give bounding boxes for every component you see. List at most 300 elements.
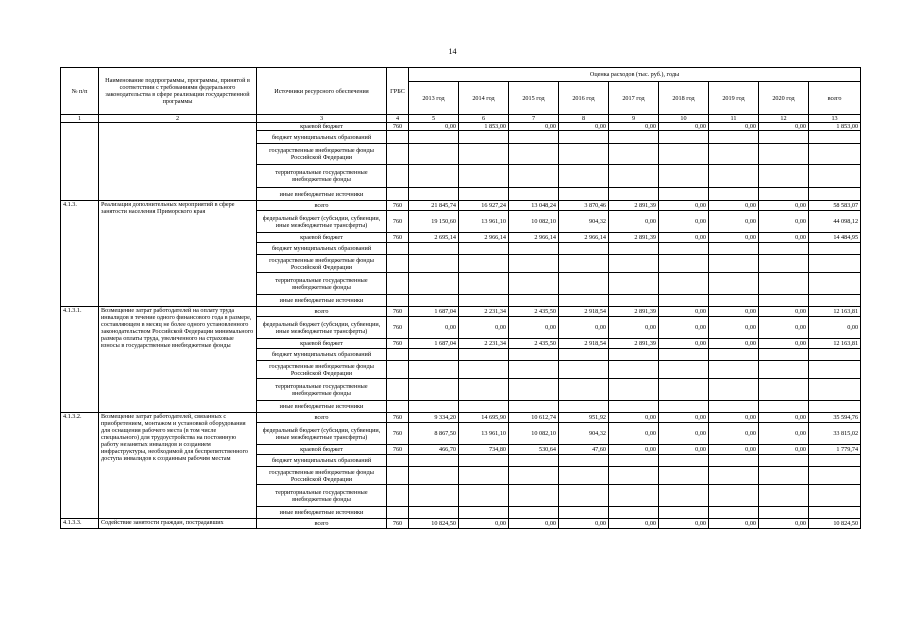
value-cell: [809, 188, 861, 201]
value-cell: [659, 361, 709, 379]
column-number: 6: [459, 115, 509, 123]
source-cell: иные внебюджетные источники: [257, 295, 387, 307]
value-cell: 10 082,10: [509, 423, 559, 445]
section-number: 4.1.3.2.: [61, 413, 99, 519]
value-cell: 0,00: [659, 423, 709, 445]
value-cell: [459, 255, 509, 273]
value-cell: 0,00: [759, 307, 809, 317]
value-cell: [659, 144, 709, 165]
value-cell: 0,00: [609, 317, 659, 339]
value-cell: [809, 144, 861, 165]
source-cell: бюджет муниципальных образований: [257, 243, 387, 255]
column-number-row: [61, 115, 861, 123]
source-cell: федеральный бюджет (субсидии, субвенции, иные межбюджетные трансферты): [257, 211, 387, 233]
value-cell: 10 824,50: [409, 519, 459, 529]
value-cell: [659, 401, 709, 413]
page-number: 14: [448, 47, 457, 56]
column-number: 7: [509, 115, 559, 123]
value-cell: [659, 273, 709, 295]
value-cell: 734,80: [459, 445, 509, 455]
grbs-cell: [387, 455, 409, 467]
value-cell: [759, 455, 809, 467]
header-source: Источники ресурсного обеспечения: [257, 68, 387, 115]
value-cell: 47,60: [559, 445, 609, 455]
source-cell: бюджет муниципальных образований: [257, 349, 387, 361]
value-cell: 0,00: [409, 317, 459, 339]
section-name: Возмещение затрат работодателей на оплату труда инвалидов в течение одного финансового года в размере, составляющем в месяц не более одного установленного законодательством Российской Федерации минимального размера оплаты труда, увеличенного на страховые взносы в государственные внебюджетные фонды: [99, 307, 257, 413]
value-cell: 1 853,00: [809, 123, 861, 131]
value-cell: 2 891,39: [609, 307, 659, 317]
value-cell: [759, 349, 809, 361]
value-cell: [709, 485, 759, 507]
value-cell: 0,00: [609, 445, 659, 455]
value-cell: [809, 349, 861, 361]
column-number: 8: [559, 115, 609, 123]
value-cell: [759, 131, 809, 144]
value-cell: [409, 361, 459, 379]
value-cell: 0,00: [759, 519, 809, 529]
source-cell: иные внебюджетные источники: [257, 188, 387, 201]
value-cell: 2 966,14: [459, 233, 509, 243]
value-cell: [709, 243, 759, 255]
value-cell: 0,00: [759, 339, 809, 349]
value-cell: [409, 485, 459, 507]
source-cell: бюджет муниципальных образований: [257, 455, 387, 467]
value-cell: [709, 255, 759, 273]
value-cell: 0,00: [709, 201, 759, 211]
source-cell: всего: [257, 307, 387, 317]
value-cell: [459, 361, 509, 379]
header-estimate: Оценка расходов (тыс. руб.), годы: [409, 68, 861, 82]
source-cell: государственные внебюджетные фонды Российской Федерации: [257, 144, 387, 165]
value-cell: [759, 165, 809, 188]
value-cell: 2 966,14: [559, 233, 609, 243]
value-cell: [609, 243, 659, 255]
value-cell: 0,00: [659, 317, 709, 339]
grbs-cell: 760: [387, 201, 409, 211]
value-cell: 9 334,20: [409, 413, 459, 423]
value-cell: [759, 361, 809, 379]
value-cell: 0,00: [609, 423, 659, 445]
value-cell: [409, 255, 459, 273]
column-number: 12: [759, 115, 809, 123]
value-cell: 2 891,39: [609, 339, 659, 349]
value-cell: 1 687,04: [409, 339, 459, 349]
value-cell: [459, 295, 509, 307]
grbs-cell: [387, 255, 409, 273]
value-cell: 0,00: [709, 307, 759, 317]
value-cell: 0,00: [709, 413, 759, 423]
grbs-cell: [387, 188, 409, 201]
value-cell: [459, 485, 509, 507]
value-cell: [609, 485, 659, 507]
grbs-cell: [387, 361, 409, 379]
value-cell: [609, 455, 659, 467]
source-cell: краевой бюджет: [257, 339, 387, 349]
value-cell: [559, 273, 609, 295]
value-cell: 0,00: [609, 413, 659, 423]
grbs-cell: [387, 144, 409, 165]
value-cell: [759, 188, 809, 201]
section-name: Реализация дополнительных мероприятий в сфере занятости населения Приморского края: [99, 201, 257, 307]
name-cell: [99, 123, 257, 201]
value-cell: [559, 455, 609, 467]
value-cell: [509, 485, 559, 507]
source-cell: федеральный бюджет (субсидии, субвенции, иные межбюджетные трансферты): [257, 317, 387, 339]
value-cell: 0,00: [559, 317, 609, 339]
value-cell: 44 098,12: [809, 211, 861, 233]
year-header: 2016 год: [559, 82, 609, 115]
value-cell: [509, 379, 559, 401]
grbs-cell: [387, 165, 409, 188]
grbs-cell: [387, 485, 409, 507]
value-cell: [759, 379, 809, 401]
value-cell: 1 687,04: [409, 307, 459, 317]
value-cell: 33 815,02: [809, 423, 861, 445]
value-cell: 904,32: [559, 211, 609, 233]
grbs-cell: 760: [387, 445, 409, 455]
year-header: 2014 год: [459, 82, 509, 115]
value-cell: [709, 131, 759, 144]
value-cell: [409, 273, 459, 295]
value-cell: [459, 243, 509, 255]
value-cell: [809, 273, 861, 295]
column-number: 2: [99, 115, 257, 123]
value-cell: [409, 144, 459, 165]
value-cell: [759, 295, 809, 307]
grbs-cell: 760: [387, 123, 409, 131]
grbs-cell: 760: [387, 519, 409, 529]
value-cell: 0,00: [659, 519, 709, 529]
grbs-cell: [387, 401, 409, 413]
source-cell: краевой бюджет: [257, 233, 387, 243]
section-number: 4.1.3.3.: [61, 519, 99, 529]
value-cell: 13 048,24: [509, 201, 559, 211]
value-cell: [709, 349, 759, 361]
column-number: 1: [61, 115, 99, 123]
value-cell: [559, 485, 609, 507]
value-cell: [659, 467, 709, 485]
value-cell: 2 231,34: [459, 339, 509, 349]
value-cell: [659, 243, 709, 255]
grbs-cell: 760: [387, 211, 409, 233]
value-cell: [609, 379, 659, 401]
value-cell: 0,00: [709, 211, 759, 233]
value-cell: [509, 295, 559, 307]
value-cell: [559, 349, 609, 361]
year-header: 2019 год: [709, 82, 759, 115]
grbs-cell: [387, 467, 409, 485]
source-cell: территориальные государственные внебюджетные фонды: [257, 485, 387, 507]
source-cell: всего: [257, 519, 387, 529]
table-row: [61, 123, 861, 131]
value-cell: [809, 507, 861, 519]
year-header: 2017 год: [609, 82, 659, 115]
value-cell: [709, 507, 759, 519]
value-cell: [459, 131, 509, 144]
value-cell: [709, 188, 759, 201]
value-cell: [759, 401, 809, 413]
value-cell: [759, 255, 809, 273]
value-cell: [409, 188, 459, 201]
source-cell: территориальные государственные внебюджетные фонды: [257, 379, 387, 401]
value-cell: [409, 131, 459, 144]
source-cell: краевой бюджет: [257, 445, 387, 455]
value-cell: 0,00: [559, 519, 609, 529]
source-cell: государственные внебюджетные фонды Российской Федерации: [257, 361, 387, 379]
value-cell: [509, 255, 559, 273]
grbs-cell: 760: [387, 307, 409, 317]
value-cell: [809, 485, 861, 507]
column-number: 3: [257, 115, 387, 123]
grbs-cell: [387, 131, 409, 144]
value-cell: [659, 455, 709, 467]
value-cell: 0,00: [659, 123, 709, 131]
value-cell: [459, 467, 509, 485]
value-cell: 2 891,39: [609, 201, 659, 211]
value-cell: [559, 467, 609, 485]
value-cell: [459, 349, 509, 361]
value-cell: [509, 455, 559, 467]
value-cell: 0,00: [759, 445, 809, 455]
source-cell: бюджет муниципальных образований: [257, 131, 387, 144]
value-cell: [459, 144, 509, 165]
value-cell: [409, 379, 459, 401]
column-number: 9: [609, 115, 659, 123]
value-cell: [559, 144, 609, 165]
value-cell: [509, 188, 559, 201]
value-cell: [609, 144, 659, 165]
value-cell: 0,00: [709, 339, 759, 349]
value-cell: [559, 295, 609, 307]
value-cell: [709, 144, 759, 165]
section-number: 4.1.3.: [61, 201, 99, 307]
value-cell: 0,00: [709, 445, 759, 455]
value-cell: [609, 165, 659, 188]
value-cell: 951,92: [559, 413, 609, 423]
value-cell: [559, 379, 609, 401]
value-cell: 10 824,50: [809, 519, 861, 529]
grbs-cell: 760: [387, 317, 409, 339]
grbs-cell: [387, 243, 409, 255]
value-cell: [809, 255, 861, 273]
value-cell: [609, 467, 659, 485]
value-cell: 0,00: [659, 307, 709, 317]
value-cell: 0,00: [709, 317, 759, 339]
grbs-cell: [387, 379, 409, 401]
value-cell: 0,00: [659, 201, 709, 211]
section-name: Возмещение затрат работодателей, связанных с приобретением, монтажом и установкой оборудования для оснащения рабочего места (в том числе специального) для трудоустройства на постоянную работу незанятых инвалидов и созданием инфраструктуры, необходимой для беспрепятственного доступа инвалидов к созданным рабочим местам: [99, 413, 257, 519]
value-cell: [409, 401, 459, 413]
value-cell: 0,00: [659, 445, 709, 455]
value-cell: 1 853,00: [459, 123, 509, 131]
budget-table: [60, 67, 861, 529]
value-cell: 0,00: [609, 123, 659, 131]
value-cell: [609, 255, 659, 273]
value-cell: [409, 507, 459, 519]
value-cell: [409, 243, 459, 255]
value-cell: [659, 349, 709, 361]
value-cell: 3 870,46: [559, 201, 609, 211]
value-cell: 0,00: [509, 519, 559, 529]
value-cell: [459, 401, 509, 413]
value-cell: 2 918,54: [559, 307, 609, 317]
value-cell: 0,00: [759, 413, 809, 423]
value-cell: 35 594,76: [809, 413, 861, 423]
header-grbs: ГРБС: [387, 68, 409, 115]
table-row: [61, 413, 861, 423]
value-cell: [609, 188, 659, 201]
value-cell: [509, 361, 559, 379]
value-cell: [659, 131, 709, 144]
value-cell: 14 484,95: [809, 233, 861, 243]
value-cell: [809, 165, 861, 188]
table-row: [61, 201, 861, 211]
value-cell: [609, 295, 659, 307]
grbs-cell: 760: [387, 423, 409, 445]
value-cell: 0,00: [759, 211, 809, 233]
value-cell: [609, 273, 659, 295]
value-cell: [559, 507, 609, 519]
value-cell: 10 082,10: [509, 211, 559, 233]
value-cell: [409, 455, 459, 467]
value-cell: [459, 273, 509, 295]
source-cell: территориальные государственные внебюджетные фонды: [257, 165, 387, 188]
value-cell: 0,00: [509, 123, 559, 131]
value-cell: 0,00: [459, 519, 509, 529]
value-cell: [459, 165, 509, 188]
value-cell: [509, 165, 559, 188]
value-cell: [709, 467, 759, 485]
year-header: 2018 год: [659, 82, 709, 115]
value-cell: 2 695,14: [409, 233, 459, 243]
value-cell: [809, 131, 861, 144]
value-cell: [609, 349, 659, 361]
value-cell: [509, 243, 559, 255]
value-cell: [659, 507, 709, 519]
value-cell: [609, 401, 659, 413]
value-cell: [659, 165, 709, 188]
value-cell: 10 612,74: [509, 413, 559, 423]
value-cell: 0,00: [709, 233, 759, 243]
year-header: всего: [809, 82, 861, 115]
value-cell: 13 961,10: [459, 211, 509, 233]
value-cell: 2 966,14: [509, 233, 559, 243]
value-cell: [709, 295, 759, 307]
value-cell: 0,00: [659, 339, 709, 349]
value-cell: [409, 295, 459, 307]
value-cell: [559, 401, 609, 413]
value-cell: 0,00: [459, 317, 509, 339]
value-cell: [509, 273, 559, 295]
value-cell: [509, 349, 559, 361]
grbs-cell: 760: [387, 413, 409, 423]
column-number: 4: [387, 115, 409, 123]
value-cell: [809, 243, 861, 255]
value-cell: 2 918,54: [559, 339, 609, 349]
value-cell: [759, 273, 809, 295]
source-cell: государственные внебюджетные фонды Российской Федерации: [257, 255, 387, 273]
value-cell: [809, 295, 861, 307]
grbs-cell: 760: [387, 233, 409, 243]
header-num: № п/п: [61, 68, 99, 115]
value-cell: [409, 349, 459, 361]
value-cell: [709, 455, 759, 467]
value-cell: 0,00: [659, 211, 709, 233]
year-header: 2013 год: [409, 82, 459, 115]
value-cell: [559, 243, 609, 255]
source-cell: территориальные государственные внебюджетные фонды: [257, 273, 387, 295]
value-cell: 2 231,34: [459, 307, 509, 317]
num-cell: [61, 123, 99, 201]
value-cell: [709, 401, 759, 413]
value-cell: [759, 507, 809, 519]
value-cell: [609, 361, 659, 379]
source-cell: государственные внебюджетные фонды Российской Федерации: [257, 467, 387, 485]
value-cell: 58 583,07: [809, 201, 861, 211]
value-cell: [509, 144, 559, 165]
grbs-cell: [387, 273, 409, 295]
value-cell: 1 779,74: [809, 445, 861, 455]
value-cell: 0,00: [709, 519, 759, 529]
grbs-cell: [387, 295, 409, 307]
value-cell: 12 163,81: [809, 307, 861, 317]
value-cell: [759, 144, 809, 165]
value-cell: [409, 165, 459, 188]
value-cell: [709, 273, 759, 295]
header-row-top: [61, 68, 861, 82]
value-cell: [709, 165, 759, 188]
value-cell: 0,00: [609, 211, 659, 233]
value-cell: [559, 165, 609, 188]
value-cell: 0,00: [509, 317, 559, 339]
value-cell: 14 695,90: [459, 413, 509, 423]
value-cell: [509, 507, 559, 519]
value-cell: 0,00: [659, 233, 709, 243]
value-cell: [559, 255, 609, 273]
source-cell: всего: [257, 413, 387, 423]
value-cell: [809, 467, 861, 485]
value-cell: 0,00: [709, 123, 759, 131]
value-cell: 0,00: [409, 123, 459, 131]
value-cell: [509, 401, 559, 413]
value-cell: [809, 379, 861, 401]
value-cell: 0,00: [559, 123, 609, 131]
value-cell: [659, 188, 709, 201]
year-header: 2020 год: [759, 82, 809, 115]
value-cell: [659, 379, 709, 401]
value-cell: 0,00: [759, 233, 809, 243]
grbs-cell: 760: [387, 339, 409, 349]
value-cell: 904,32: [559, 423, 609, 445]
section-number: 4.1.3.1.: [61, 307, 99, 413]
value-cell: [459, 455, 509, 467]
source-cell: федеральный бюджет (субсидии, субвенции, иные межбюджетные трансферты): [257, 423, 387, 445]
value-cell: [809, 361, 861, 379]
section-name: Содействие занятости граждан, пострадавших: [99, 519, 257, 529]
value-cell: [559, 361, 609, 379]
source-cell: всего: [257, 201, 387, 211]
column-number: 5: [409, 115, 459, 123]
value-cell: [609, 131, 659, 144]
grbs-cell: [387, 349, 409, 361]
value-cell: 466,70: [409, 445, 459, 455]
value-cell: [809, 455, 861, 467]
value-cell: 0,00: [659, 413, 709, 423]
value-cell: 8 867,50: [409, 423, 459, 445]
value-cell: [559, 188, 609, 201]
value-cell: 0,00: [759, 201, 809, 211]
